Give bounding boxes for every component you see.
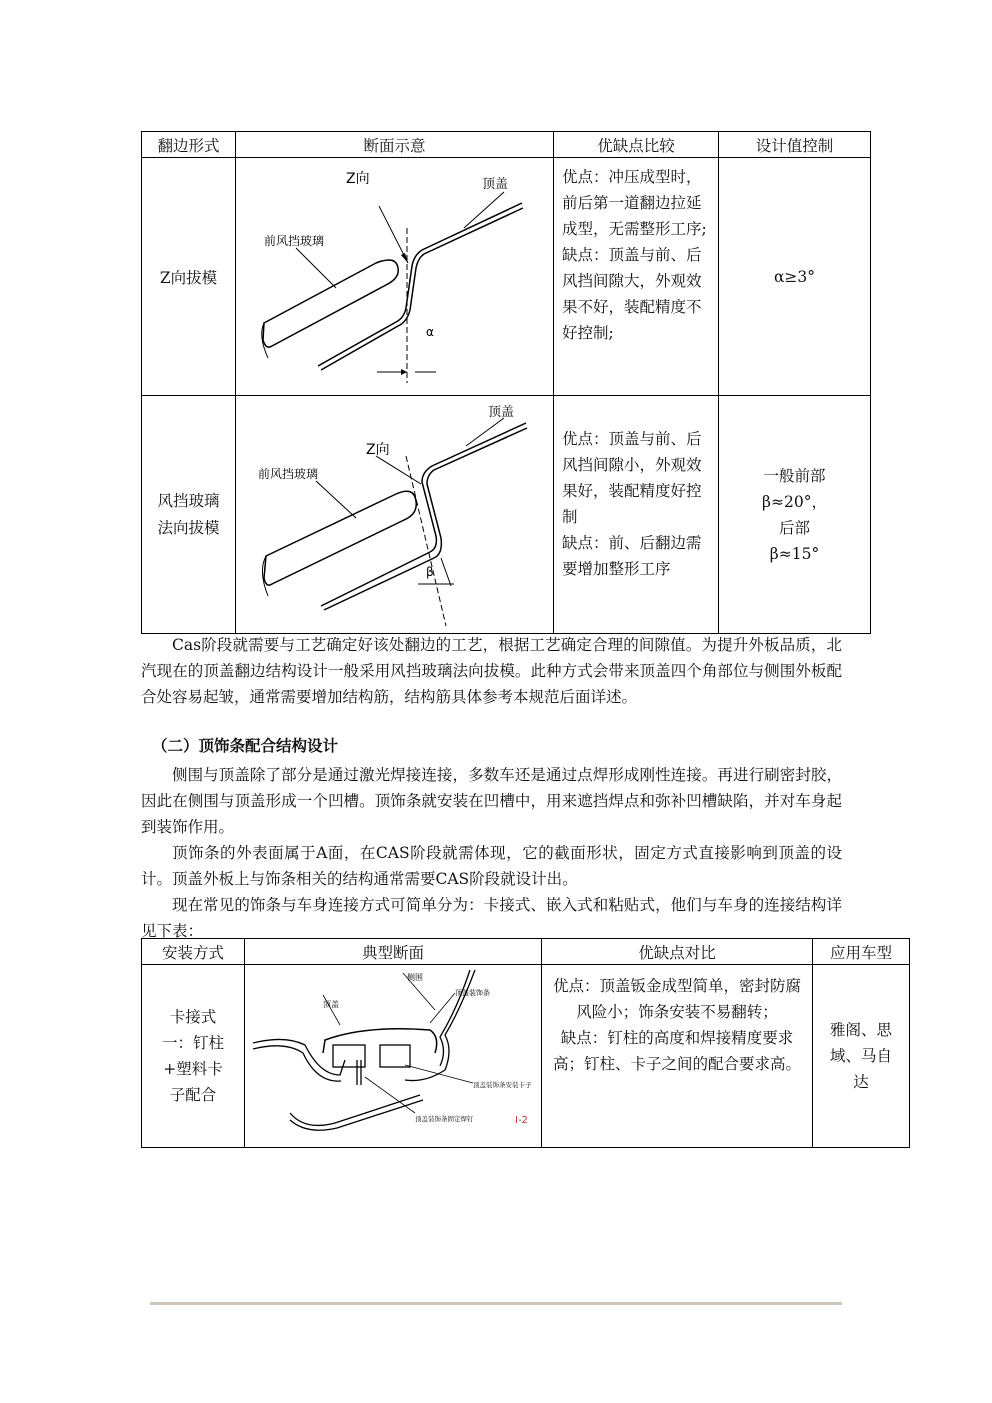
cons-text: 缺点：顶盖与前、后风挡间隙大，外观效果不好，装配精度不好控制; [562,246,702,342]
cons-text: 缺点：前、后翻边需要增加整形工序 [562,534,702,578]
col-header: 安装方式 [142,939,245,965]
z-draft-diagram [236,158,553,391]
col-header: 应用车型 [813,939,910,965]
install-type: 卡接式一：钉柱+塑料卡子配合 [142,965,245,1148]
col-header: 翻边形式 [142,132,236,158]
col-header: 优缺点比较 [554,132,719,158]
diagram-label: 顶盖装饰条安装卡子 [473,1081,532,1089]
section-title: （二）顶饰条配合结构设计 [152,737,339,755]
col-header: 设计值控制 [719,132,871,158]
design-value: 一般前部β≈20°，后部β≈15° [719,396,871,634]
paragraph: Cas阶段就需要与工艺确定好该处翻边的工艺，根据工艺确定合理的间隙值。为提升外板品质，北汽现在的顶盖翻边结构设计一般采用风挡玻璃法向拔模。此种方式会带来顶盖四个角部位与侧围外板配合处容易起皱，通常需要增加结构筋，结构筋具体参考本规范后面详述。 [141,636,842,706]
table-header-row [142,939,910,965]
pros-cons [554,396,719,634]
cons-text: 缺点：钉柱的高度和焊接精度要求高；钉柱、卡子之间的配合要求高。 [552,1029,801,1073]
col-header: 断面示意 [236,132,554,158]
diagram-label: 前风挡玻璃 [264,234,325,248]
section-diagram [245,965,542,1148]
col-header: 优缺点对比 [542,939,813,965]
pros-text: 优点：顶盖与前、后风挡间隙小，外观效果好，装配精度好控制 [562,430,702,526]
pros-cons [554,158,719,396]
table-row [142,158,871,396]
diagram-label: Z向 [366,442,390,458]
pros-cons [542,965,813,1148]
table-row [142,396,871,634]
paragraph: 现在常见的饰条与车身连接方式可简单分为：卡接式、嵌入式和粘贴式，他们与车身的连接结构详见下表： [141,896,842,940]
diagram-label: Z向 [346,171,370,187]
diagram-label: 顶盖装饰条固定焊钉 [415,1115,474,1123]
diagram-label: β [426,565,434,579]
pros-text: 优点：顶盖钣金成型简单，密封防腐风险小；饰条安装不易翻转； [552,977,801,1021]
section-diagram [236,396,554,634]
paragraph: 侧围与顶盖除了部分是通过激光焊接连接，多数车还是通过点焊形成刚性连接。再进行刷密封胶，因此在侧围与顶盖形成一个凹槽。顶饰条就安装在凹槽中，用来遮挡焊点和弥补凹槽缺陷，并对车身起到装饰作用。 [141,766,842,836]
diagram-label: α [426,325,434,339]
section-diagram [236,158,554,396]
trim-table [141,938,910,1148]
paragraph: 顶饰条的外表面属于A面，在CAS阶段就需体现，它的截面形状，固定方式直接影响到顶盖的设计。顶盖外板上与饰条相关的结构通常需要CAS阶段就设计出。 [141,844,842,888]
flange-type: 风挡玻璃法向拔模 [142,396,236,634]
diagram-label: 侧围 [407,973,423,982]
clip-section-diagram [245,965,541,1143]
table-header-row [142,132,871,158]
diagram-label: 顶盖装饰条 [455,989,490,997]
pros-text: 优点：冲压成型时，前后第一道翻边拉延成型，无需整形工序; [562,168,707,238]
normal-draft-diagram [236,396,553,629]
flange-type: Z向拔模 [142,158,236,396]
table-row [142,965,910,1148]
footer-divider [150,1302,842,1305]
diagram-label: 顶盖 [323,1000,339,1009]
diagram-label: 顶盖 [482,177,509,192]
diagram-label: 前风挡玻璃 [258,467,319,481]
col-header: 典型断面 [245,939,542,965]
diagram-label: 顶盖 [488,405,515,420]
design-value: α≥3° [719,158,871,396]
flange-table [141,131,871,634]
applied-models: 雅阁、思域、马自达 [813,965,910,1148]
diagram-mark: I-2 [515,1115,528,1126]
